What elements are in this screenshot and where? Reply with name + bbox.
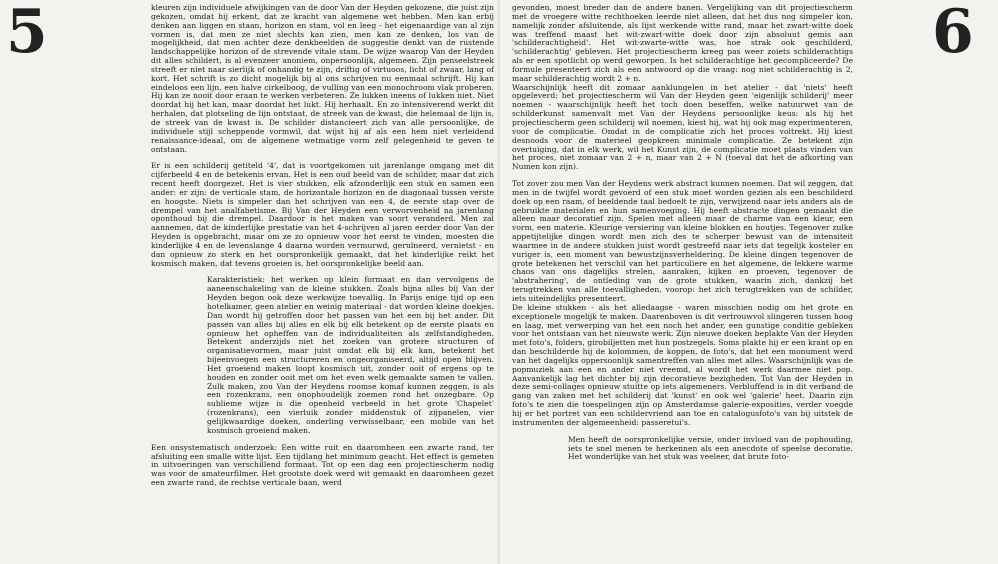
right-page-text-column bbox=[512, 4, 853, 470]
paragraph: Er is een schilderij getiteld '4', dat is voortgekomen uit jarenlange omgang met dit cijferbeeld 4 en de betekenis ervan. Het is een oud beeld van de schilder, maar dat zich recent heeft doorgezet. Het is vier stukken, elk afzonderlijk een stuk en samen een ander: er zijn: de verticale stam, de horizontale horizon en de diagonaal tussen verste en hoogste. Niets is simpeler dan het schrijven van een 4, de eerste stap over de drempel van het analfabetisme. Bij Van der Heyden een verworvenheid na jarenlang oponthoud bij die drempel. Daardoor is het maken van soort veranderd. Men zal aannemen, dat de kinderlijke prestatie van het 4-schrijven al jaren eerder door Van der Heyden is opgebracht, maar om ze zo opnieuw voor het eerst te vinden, moesten die kinderlijke 4 en de levenslange 4 daarna worden vermurwd, geruïneerd, vernietst - en dan opnieuw zo sterk en het oorspronkelijk gemaakt, dat het kinderlijke reikt het kosmisch maken, dat tevens groeien is, het oorspronkelijke beeld aan. bbox=[151, 161, 494, 268]
page-gutter bbox=[498, 0, 500, 564]
paragraph: gevonden, moest breder dan de andere banen. Vergelijking van dit projectiescherm met de vroegere witte rechthoeken leerde niet alleen, dat het dus nog simpeler kon, namelijk zonder afsluitende, als lijst werkende witte rand, maar het zwart-witte doek was treffend maast het wit-zwart-witte doek door zijn absoluut gemis aan 'schilderachtigheid'. Het wit-zwarte-witte was, hoe strak ook geschilderd, 'schilderachtig' gebleven. Het projectiescherm kreeg pas weer zoiets schilderachtigs als er een spotlicht op werd geworpen. Is het schilderachtige het gecompliceerde? De formule presenteert zich als een antwoord op die vraag: nog niet schilderachtig is 2, maar schilderachtig wordt 2 + n. bbox=[512, 3, 853, 83]
paragraph: Karakteristiek: het werken op klein formaat en dan vervolgens de aaneenschakeling van de kleine stukken. Zoals bijna alles bij Van der Heyden begon ook deze werkwijze toevallig. In Parijs enige tijd op een hotelkamer, geen atelier en weinig materiaal - dat worden kleine doekjes. Dan wordt hij getroffen door het passen van het een bij het ander. Dit passen van alles bij alles en elk bij elk betekent op de eerste plaats en opnieuw het opheffen van de individualiteiten als zelfstandigheden. Betekent anderzijds niet het zoeken van grotere structuren of organisatievormen, maar juist omdat elk bij elk kan, betekent het bijeenvoegen een structureren en ongeorganiseerd, altijd open blijven. Het groeiend maken loopt kosmisch uit, zonder ooit of ergens op te houden en zonder ooit met om het even welk gemaakte samen te vallen. Zulk maken, zou Van der Heydens roomse komaf kunnen zeggen, is als een rozenkrans, een onophoudelijk zoemen rond het onzegbare. Op sublieme wijze is die openheid verbeeld in het grote 'Chapelet' (rozenkrans), een vierluik zonder middenstuk of zijpanelen, vier gelijkwaardige doeken, onderling verwisselbaar, een mobile van het kosmisch groeiend maken. bbox=[207, 275, 494, 435]
paragraph: Waarschijnlijk heeft dit zomaar aanklungelen in het atelier - dat 'niets' heeft opgeleverd: het projectiescherm wil Van der Heyden geen 'eigenlijk schilderij' meer noemen - waarschijnlijk heeft het toch doen beseffen, welke natuurwet van de schilderkunst samenvalt met Van der Heydens persoonlijke keus: als hij het projectiescherm geen schilderij wil noemen, kiest hij, wat hij ook mag experimenteren, voor de complicatie. Omdat in de complicatie zich het proces voltrekt. Hij kiest desnoods voor de materieel geopkreen minimale complicatie. Ze betekent zijn overtuiging, dat in elk werk, wil het Kunst zijn, de complicatie moet plaats vinden van het proces, niet zomaar van 2 + n, maar van 2 + N (toeval dat het de afkorting van Numen kon zijn). bbox=[512, 82, 853, 172]
paragraph: kleuren zijn individuele afwijkingen van de door Van der Heyden gekozene, die juist zijn gekozen, omdat hij erkent, dat ze kracht van algemene wet hebben. Men kan erbij denken aan liggen en staan, horizon en stam, vol en leeg - het eigenaardige van al zijn vormen is, dat men ze niet slechts kan zien, men kan ze denken, los van de mogelijkheid, dat men achter deze denkbeelden de suggestie denkt van de rustende landschappelijke horizon of de strevende vitale stam. De wijze waarop Van der Heyden dit alles schildert, is al evenzeer anoniem, onpersoonlijk, algemeen. Zijn penseelstreek streeft er niet naar sierlijk of onhandig te zijn, driftig of virtuoos, licht of zwaar, lang of kort. Het schrift is zo dicht mogelijk bij al ons schrijven nu eenmaal schrijft. Hij kan eindeloos een lijn, een halve cirkelboog, de vulling van een monochroom vlak proberen. Hij kan ze nooit door eraan te werken verbeteren. Ze lukken ineens of lukken niet. Niet doordat hij het kan, maar doordat het lukt. Hij herhaalt. En zo intensiverend werkt dit herhalen, dat plotseling de lijn ontstaat, de streek van de kwast, die helemaal de lijn is, de streek van de kwast is. De schilder distancieert zich van alle persoonlijke, de individuele stijl scheppende vormwil, dat wijst hij af als een hem niet verleidend renaissance-ideaal, om de algemene wetmatige vorm zelf gelegenheid te geven te ontstaan. bbox=[151, 3, 494, 154]
paragraph: De kleine stukken - als het alledaagse - waren misschien nodig om het grote en exceptionele mogelijk te maken. Daarenboven is dit vertrouwvol slingeren tussen hoog en laag, met verwerping van het een noch het ander, een gunstige conditie gebleken voor het ontstaan van het nieuwste werk. Zijn nieuwe doeken beplakte Van der Heyden met foto's, folders, girobiljetten met hun postzegels. Soms plakte hij er een krant op en dan beschilderde hij de kolommen, de koppen, de foto's, dat het een monument werd van het dagelijks oppersoonlijk samentreffen van alles met alles. Waarschijnlijk was de popmuziek aan een en ander niet vreemd, al wordt het werk daarmee niet pop. Aanvankelijk lag het dichter bij zijn decoratieve bezigheden. Tot Van der Heyden in deze semi-collages opnieuw stuitte op iets algemeners. Verbluffend is in dit verband de gang van zaken met het schilderij dat 'kunst' en ook wel 'galerie' heet. Daarin zijn foto's te zien die toespelingen zijn op Amsterdamse galerie-exposities, verder voegde hij er het portret van een schildervriend aan toe en catalogusfoto's van bij uitstek de instrumenten der algemeenheid: passeretui's. bbox=[512, 302, 853, 427]
page-number-right: 6 bbox=[932, 0, 974, 67]
left-page-text-column bbox=[151, 4, 494, 496]
paragraph: Een onsystematisch onderzoek: Een witte ruit en daaromheen een zwarte rand, ter afsluiting een smalle witte lijst. Een tijdlang het minimum geacht. Het effect is gemeten in uitvoeringen van verschillend formaat. Tot op een dag een projectiescherm nodig was voor de amateurfilmer. Het grootste doek werd wit gemaakt en daaromheen gezet een zwarte rand, de rechtse verticale baan, werd bbox=[151, 442, 494, 488]
paragraph: Tot zover zou men Van der Heydens werk abstract kunnen noemen. Dat wil zeggen, dat men in de twijfel wordt gevoerd of een stuk moet worden gezien als een beschilderd doek op een raam, of beeldende taal bedoelt te zijn, verwijzend naar iets anders als de gebruikte materialen en hun samenvoeging. Hij heeft abstracte dingen gemaakt die alleen maar decoratief zijn. Spelen met alleen maar de charme van een kleur, een vorm, een materie. Kleurige versiering van kleine blokken en houtjes. Tegenover zulke appetijtelijke dingen wordt men zich des te scherper bewust van de intensiteit waarmee in de andere stukken juist wordt gestreefd naar iets dat tegelijk kosteler en vuriger is, een moment van bewustzijnsverheldering. De kleine dingen tegenover de grote betekenen het verschil van het particuliere en het algemene, de lekkere warme chaos van ons dagelijks strelen, aanraken, kijken en proeven, tegenover de 'abstrahering', de ontleding van de grote stukken, waarin zich, dankzij het terugtrekken van alle toevalligheden, voorop: het zich terugtrekken van de schilder, iets uiteindelijks presenteert. bbox=[512, 179, 853, 303]
paragraph: Men heeft de oorspronkelijke versie, onder invloed van de pophouding, iets te snel menen te herkennen als een anecdote of speelse decoratie. Het wonderlijke van het stuk was veeleer, dat brute foto- bbox=[568, 434, 853, 462]
page-number-left: 5 bbox=[6, 0, 48, 67]
